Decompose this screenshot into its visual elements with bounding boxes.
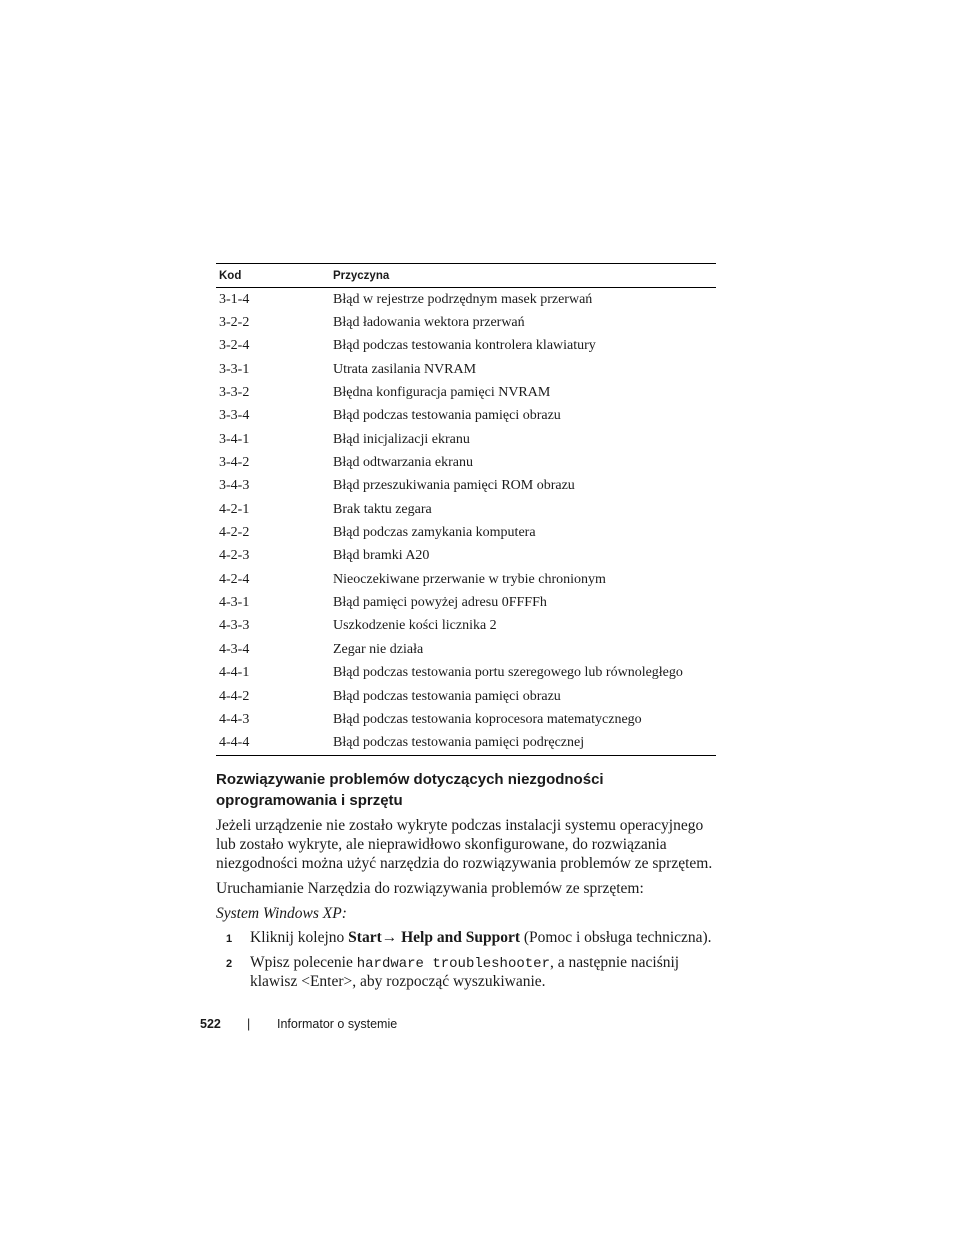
code-cell: 3-3-4	[219, 408, 250, 424]
beep-code-table	[216, 263, 716, 756]
cause-cell: Błąd podczas testowania pamięci obrazu	[333, 408, 561, 424]
cause-cell: Błąd podczas testowania kontrolera klawiatury	[333, 338, 596, 354]
table-row	[216, 475, 716, 498]
instructions-intro: Uruchamianie Narzędzia do rozwiązywania problemów ze sprzętem:	[216, 880, 644, 897]
code-cell: 3-1-4	[219, 291, 250, 307]
cause-cell: Błąd w rejestrze podrzędnym masek przerwań	[333, 291, 593, 307]
code-cell: 3-3-2	[219, 385, 250, 401]
code-cell: 3-3-1	[219, 361, 250, 377]
footer-separator: |	[247, 1017, 251, 1031]
table-row	[216, 405, 716, 428]
table-row	[216, 288, 716, 312]
step-2	[216, 954, 726, 991]
table-row	[216, 638, 716, 661]
table-row	[216, 545, 716, 568]
table-row	[216, 335, 716, 358]
cause-cell: Błąd odtwarzania ekranu	[333, 455, 473, 471]
code-cell: 4-4-4	[216, 732, 330, 756]
table-row	[216, 381, 716, 404]
command-code: hardware troubleshooter	[356, 956, 550, 972]
section-heading: Rozwiązywanie problemów dotyczących niezgodności oprogramowania i sprzętu	[216, 771, 604, 809]
cause-cell: Błąd podczas testowania pamięci podręcznej	[330, 732, 716, 756]
code-cell: 3-2-2	[219, 315, 250, 331]
start-menu-label: Start	[348, 929, 382, 946]
table-row	[216, 662, 716, 685]
table-row	[216, 708, 716, 731]
code-cell: 3-2-4	[219, 338, 250, 354]
cause-cell: Błąd podczas zamykania komputera	[333, 525, 536, 541]
intro-paragraph: Jeżeli urządzenie nie zostało wykryte podczas instalacji systemu operacyjnego lub zostało wykryte, ale nieprawidłowo skonfigurowane, do rozwiązania niezgodności można użyć narzędzia do rozwiązywania problemów ze sprzętem.	[216, 817, 713, 872]
table-row	[216, 591, 716, 614]
cause-cell: Błąd bramki A20	[333, 548, 430, 564]
page-number: 522	[200, 1017, 221, 1031]
cause-cell: Nieoczekiwane przerwanie w trybie chronionym	[333, 571, 606, 587]
cause-cell: Błąd pamięci powyżej adresu 0FFFFh	[333, 595, 547, 611]
table-row	[216, 358, 716, 381]
step-number: 1	[226, 933, 233, 945]
code-cell: 3-4-1	[219, 431, 250, 447]
code-cell: 4-4-2	[219, 688, 250, 704]
table-row	[216, 685, 716, 708]
cause-cell: Błąd podczas testowania portu szeregowego lub równoległego	[333, 665, 683, 681]
step-1	[216, 929, 726, 947]
code-cell: 4-3-4	[219, 641, 250, 657]
step-text-pre: Kliknij kolejno	[250, 929, 349, 946]
table-row	[216, 451, 716, 474]
cause-cell: Błędna konfiguracja pamięci NVRAM	[333, 385, 551, 401]
code-cell: 4-2-1	[219, 501, 250, 517]
table-row	[216, 568, 716, 591]
code-cell: 4-3-1	[219, 595, 250, 611]
step-text	[250, 954, 726, 991]
cause-cell: Brak taktu zegara	[333, 501, 432, 517]
step-text-pre: Wpisz polecenie	[250, 954, 357, 971]
cause-cell: Błąd przeszukiwania pamięci ROM obrazu	[333, 478, 575, 494]
table-row	[216, 311, 716, 334]
code-cell: 4-4-3	[219, 711, 250, 727]
cause-cell: Błąd podczas testowania pamięci obrazu	[333, 688, 561, 704]
table-header-row	[216, 264, 716, 288]
cause-cell: Uszkodzenie kości licznika 2	[333, 618, 497, 634]
step-text-post: , a następnie naciśnij klawisz <Enter>, aby rozpocząć wyszukiwanie.	[250, 954, 680, 990]
code-cell: 4-3-3	[219, 618, 250, 634]
cause-cell: Zegar nie działa	[333, 641, 424, 657]
table-row	[216, 498, 716, 521]
cause-cell: Błąd ładowania wektora przerwań	[333, 315, 525, 331]
step-text	[250, 929, 726, 947]
cause-cell: Utrata zasilania NVRAM	[333, 361, 477, 377]
table-row	[216, 521, 716, 544]
code-cell: 3-4-2	[219, 455, 250, 471]
code-cell: 3-4-3	[219, 478, 250, 494]
header-przyczyna: Przyczyna	[330, 264, 716, 288]
header-kod: Kod	[216, 264, 330, 288]
step-text-post: (Pomoc i obsługa techniczna).	[520, 929, 712, 946]
table-body	[216, 288, 716, 756]
code-cell: 4-2-4	[219, 571, 250, 587]
table-row	[216, 428, 716, 451]
code-cell: 4-2-3	[219, 548, 250, 564]
cause-cell: Błąd podczas testowania koprocesora matematycznego	[333, 711, 642, 727]
step-number: 2	[226, 958, 233, 970]
code-cell: 4-2-2	[219, 525, 250, 541]
codes-table	[216, 263, 716, 756]
table-row	[216, 615, 716, 638]
code-cell: 4-4-1	[219, 665, 250, 681]
help-support-label: Help and Support	[397, 929, 521, 946]
arrow-icon: →	[381, 929, 398, 946]
table-row	[216, 732, 716, 756]
cause-cell: Błąd inicjalizacji ekranu	[333, 431, 470, 447]
footer-title: Informator o systemie	[277, 1017, 398, 1031]
os-label: System Windows XP:	[216, 905, 347, 922]
